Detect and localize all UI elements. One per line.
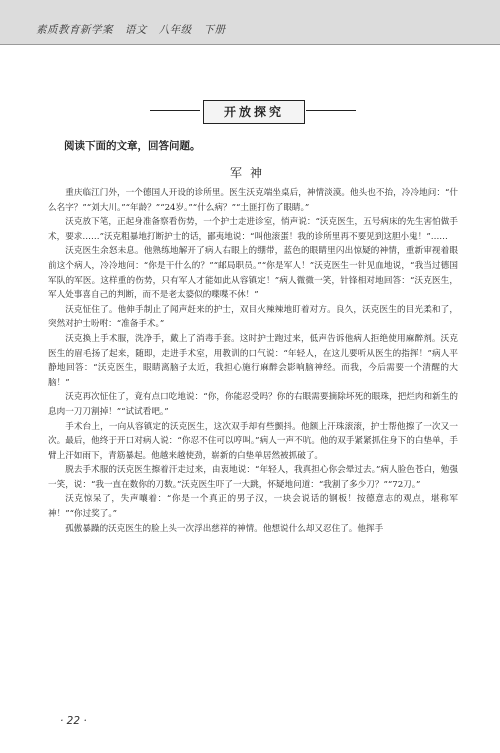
- instruction: 阅读下面的文章，回答问题。: [64, 140, 201, 152]
- paragraph: 沃克再次怔住了，竟有点口吃地说：“你，你能忍受吗？你的右眼需要摘除坏死的眼珠，把烂肉和新生的息肉一刀刀割掉！”“试试看吧。”: [48, 392, 458, 417]
- article-title: 军神: [229, 166, 270, 180]
- page-header: [0, 0, 500, 45]
- paragraph: 沃克惊呆了，失声嚷着：“你是一个真正的男子汉，一块会说话的钢板！按德意志的观点，堪称军神！”“你过奖了。”: [48, 494, 458, 520]
- header-text: [36, 22, 234, 37]
- header-volume: 下册: [203, 24, 226, 36]
- paragraph: 沃克医生余怒未息。他熟练地解开了病人右眼上的绷带，蓝色的眼睛里闪出惊疑的神情，重新审视着眼前这个病人，冷冷地问：“你是干什么的？”“邮局职员。”“你是军人！”沃克医生一针见血地说，“我当过德国军队的军医。这样重的伤势，只有军人才能如此从容镇定！”病人微微一笑，针锋相对地回答：“沃克医生，军人处事喜自己的判断，而不是老太婆似的喋喋不休！”: [48, 246, 458, 301]
- paragraph: 脱去手术服的沃克医生擦着汗走过来，由衷地说：“年轻人，我真担心你会晕过去。”病人脸色苍白，勉强一笑，说：“我一直在数你的刀数。”沃克医生吓了一大跳，怀疑地问道：“我割了多少刀？”“72刀。”: [48, 465, 458, 490]
- paragraph: 重庆临江门外，一个德国人开设的诊所里。医生沃克端坐桌后，神情淡漠。他头也不抬，冷冷地问：“什么名字？”“刘大川。”“年龄？”“24岁。”“什么病？”“土匪打伤了眼睛。”: [48, 188, 458, 213]
- header-series: 素质教育新学案: [36, 24, 113, 36]
- page-number: · 22 ·: [60, 715, 87, 727]
- paragraph: 沃克放下笔，正起身准备察看伤势，一个护士走进诊室，悄声说：“沃克医生，五号病床的先生害怕做手术，要求……”沃克粗暴地打断护士的话，鄙夷地说：“叫他滚蛋！我的诊所里再不要见到这胆小鬼！”……: [48, 217, 458, 242]
- header-subject: 语文: [124, 24, 147, 36]
- paragraph: 孤傲暴躁的沃克医生的脸上头一次浮出慈祥的神情。他想说什么却又忍住了。他挥手: [65, 523, 384, 534]
- paragraph: 手术台上，一向从容镇定的沃克医生，这次双手却有些颤抖。他额上汗珠滚滚，护士帮他擦了一次又一次。最后，他终于开口对病人说：“你忍不住可以哼叫。”病人一声不吭。他的双手紧紧抓住身下的白垫单，手臂上汗如雨下，青筋暴起。他越来越使劲，崭新的白垫单居然被抓破了。: [48, 421, 458, 461]
- article-body: [48, 186, 458, 536]
- section-title: 开放探究: [203, 100, 305, 124]
- section-rule-right: [306, 110, 356, 111]
- paragraph: 沃克怔住了。他伸手制止了闻声赶来的护士，双目火辣辣地盯着对方。良久，沃克医生的目光柔和了，突然对护士吩咐：“准备手术。”: [48, 304, 458, 330]
- paragraph: 沃克换上手术服，洗净手，戴上了消毒手套。这时护士跑过来，低声告诉他病人拒绝使用麻醉剂。沃克医生的眉毛扬了起来，随即，走进手术室，用教训的口气说：“年轻人，在这儿要听从医生的指挥！”病人平静地回答：“沃克医生，眼睛离脑子太近，我担心施行麻醉会影响脑神经。而我，今后需要一个清醒的大脑！”: [48, 333, 458, 388]
- header-grade: 八年级: [158, 24, 192, 36]
- section-rule-left: [150, 110, 200, 111]
